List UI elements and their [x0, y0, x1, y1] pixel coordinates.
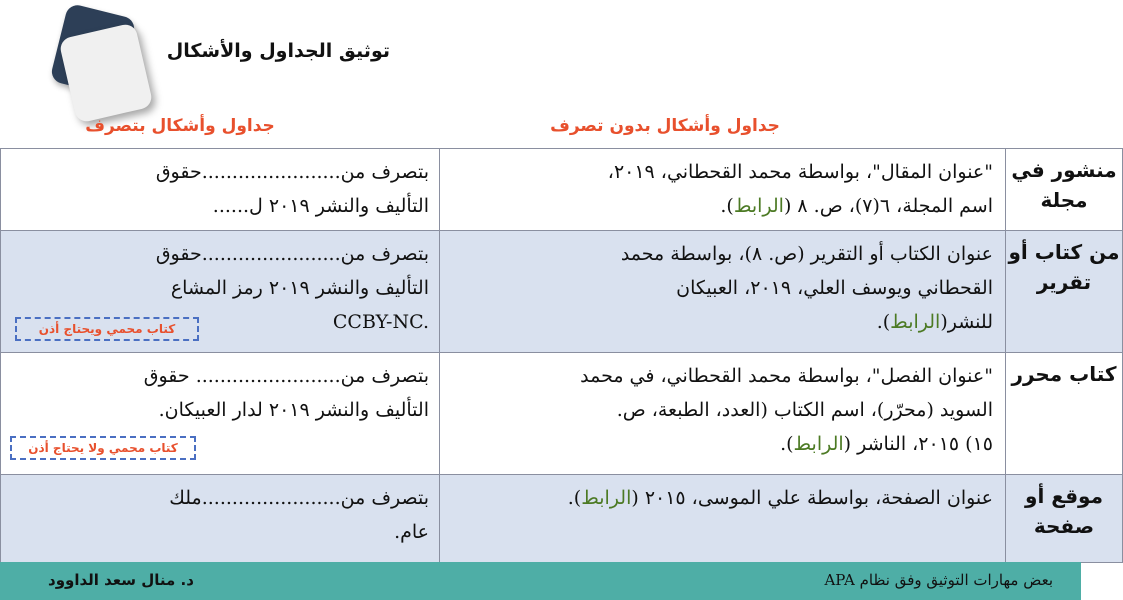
permission-tag: كتاب محمي ولا يحتاج أذن — [10, 436, 196, 460]
column-header-unadapted: جداول وأشكال بدون تصرف — [550, 116, 780, 136]
column-header-adapted: جداول وأشكال بتصرف — [85, 116, 275, 136]
cell-line: CCBY-NC. — [332, 311, 429, 333]
citation-table — [0, 148, 1123, 563]
decorative-card-front — [58, 22, 153, 123]
cell-line: "عنوان الفصل"، بواسطة محمد القحطاني، في محمد — [580, 365, 993, 387]
unadapted-cell — [440, 149, 1006, 231]
cell-line: التأليف والنشر ٢٠١٩ لدار العبيكان. — [158, 399, 429, 421]
cell-line: بتصرف من.......................ملك — [169, 487, 429, 509]
table-row — [1, 231, 1123, 353]
cell-line — [448, 427, 993, 461]
cell-line: "عنوان المقال"، بواسطة محمد القحطاني، ٢٠١٩، — [607, 161, 993, 183]
unadapted-cell — [440, 475, 1006, 563]
cell-line: بتصرف من........................ حقوق — [143, 365, 429, 387]
cell-text: اسم المجلة، ٦(٧)، ص. ٨ ( — [783, 195, 993, 217]
cell-text-end: ). — [720, 195, 734, 217]
source-link[interactable]: الرابط — [581, 487, 632, 509]
table-row — [1, 475, 1123, 563]
cell-text-end: ). — [780, 433, 794, 455]
cell-line: بتصرف من.......................حقوق — [155, 243, 429, 265]
unadapted-cell — [440, 353, 1006, 475]
slide-title: توثيق الجداول والأشكال — [166, 40, 390, 62]
footer-course-title: بعض مهارات التوثيق وفق نظام APA — [824, 571, 1053, 589]
cell-line: السويد (محرّر)، اسم الكتاب (العدد، الطبعة، ص. — [616, 399, 993, 421]
cell-text-end: ). — [876, 311, 891, 333]
unadapted-cell — [440, 231, 1006, 353]
adapted-cell — [1, 475, 440, 563]
cell-line — [448, 305, 993, 339]
cell-line: التأليف والنشر ٢٠١٩ ل...... — [212, 195, 429, 217]
source-link[interactable]: الرابط — [733, 195, 784, 217]
source-link[interactable]: الرابط — [890, 311, 941, 333]
permission-tag: كتاب محمي ويحتاج أذن — [15, 317, 199, 341]
cell-line — [448, 481, 993, 515]
row-label: كتاب محرر — [1006, 353, 1123, 475]
cell-line: التأليف والنشر ٢٠١٩ رمز المشاع — [170, 277, 429, 299]
row-label: من كتاب أو تقرير — [1006, 231, 1123, 353]
adapted-cell — [1, 231, 440, 353]
cell-line: عام. — [394, 521, 429, 543]
footer-bar — [0, 562, 1081, 600]
cell-line: بتصرف من.......................حقوق — [155, 161, 429, 183]
cell-text: للنشر( — [940, 311, 993, 333]
row-label: منشور في مجلة — [1006, 149, 1123, 231]
source-link[interactable]: الرابط — [793, 433, 844, 455]
cell-line: القحطاني ويوسف العلي، ٢٠١٩، العبيكان — [676, 277, 993, 299]
cell-text: ١٥) ٢٠١٥، الناشر ( — [843, 433, 993, 455]
cell-text: عنوان الصفحة، بواسطة علي الموسى، ٢٠١٥ ( — [631, 487, 993, 509]
adapted-cell — [1, 149, 440, 231]
cell-text-end: ). — [567, 487, 582, 509]
row-label: موقع أو صفحة — [1006, 475, 1123, 563]
footer-author: د. منال سعد الداوود — [48, 571, 194, 589]
cell-line: عنوان الكتاب أو التقرير (ص. ٨)، بواسطة محمد — [620, 243, 993, 265]
cell-line — [448, 189, 993, 223]
table-row — [1, 149, 1123, 231]
